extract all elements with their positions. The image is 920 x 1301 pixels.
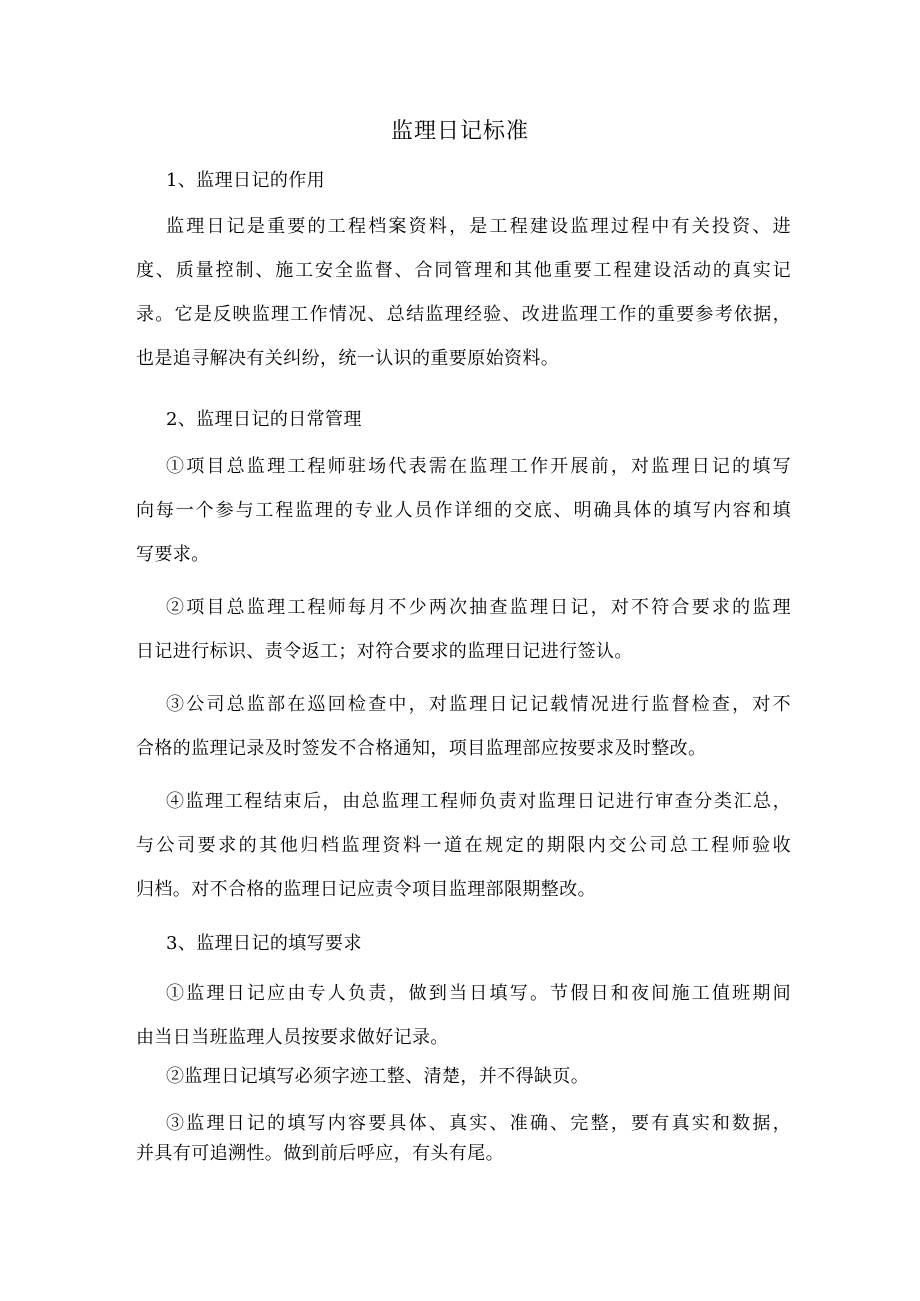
paragraph-2-3 xyxy=(136,683,791,771)
paragraph-line: 度、质量控制、施工安全监督、合同管理和其他重要工程建设活动的真实记 xyxy=(136,260,791,281)
paragraph-line: ②监理日记填写必须字迹工整、清楚，并不得缺页。 xyxy=(166,1066,590,1087)
paragraph-line: ③监理日记的填写内容要具体、真实、准确、完整，要有真实和数据， xyxy=(166,1113,791,1134)
paragraph-2-4 xyxy=(136,780,791,912)
section-heading-3: 3、监理日记的填写要求 xyxy=(166,933,362,954)
paragraph-line: 合格的监理记录及时签发不合格通知，项目监理部应按要求及时整改。 xyxy=(136,738,707,759)
section-heading-1: 1、监理日记的作用 xyxy=(166,170,326,191)
paragraph-line: 也是追寻解决有关纠纷，统一认识的重要原始资料。 xyxy=(136,348,560,369)
paragraph-line: 录。它是反映监理工作情况、总结监理经验、改进监理工作的重要参考依据， xyxy=(136,304,791,325)
paragraph-line: ②项目总监理工程师每月不少两次抽查监理日记，对不符合要求的监理 xyxy=(166,597,791,618)
paragraph-line: 日记进行标识、责令返工；对符合要求的监理日记进行签认。 xyxy=(136,641,633,662)
paragraph-line: 向每一个参与工程监理的专业人员作详细的交底、明确具体的填写内容和填 xyxy=(136,500,791,521)
paragraph-1-1 xyxy=(136,205,791,381)
paragraph-line: 并具有可追溯性。做到前后呼应，有头有尾。 xyxy=(136,1143,504,1164)
paragraph-line: 写要求。 xyxy=(136,544,210,565)
paragraph-line: ①监理日记应由专人负责，做到当日填写。节假日和夜间施工值班期间 xyxy=(166,983,791,1004)
paragraph-line: 归档。对不合格的监理日记应责令项目监理部限期整改。 xyxy=(136,879,596,900)
paragraph-3-2 xyxy=(136,1062,791,1092)
paragraph-line: ①项目总监理工程师驻场代表需在监理工作开展前，对监理日记的填写 xyxy=(166,456,791,477)
paragraph-3-1 xyxy=(136,972,791,1060)
paragraph-line: 监理日记是重要的工程档案资料，是工程建设监理过程中有关投资、进 xyxy=(166,216,791,237)
paragraph-line: ④监理工程结束后，由总监理工程师负责对监理日记进行审查分类汇总， xyxy=(166,791,791,812)
paragraph-line: 由当日当班监理人员按要求做好记录。 xyxy=(136,1027,449,1048)
document-title: 监理日记标准 xyxy=(390,119,529,144)
paragraph-3-3 xyxy=(136,1109,791,1169)
paragraph-2-2 xyxy=(136,586,791,674)
paragraph-2-1 xyxy=(136,445,791,577)
paragraph-line: 与公司要求的其他归档监理资料一道在规定的期限内交公司总工程师验收 xyxy=(136,835,791,856)
paragraph-line: ③公司总监部在巡回检查中，对监理日记记载情况进行监督检查，对不 xyxy=(166,694,791,715)
section-heading-2: 2、监理日记的日常管理 xyxy=(166,409,362,430)
